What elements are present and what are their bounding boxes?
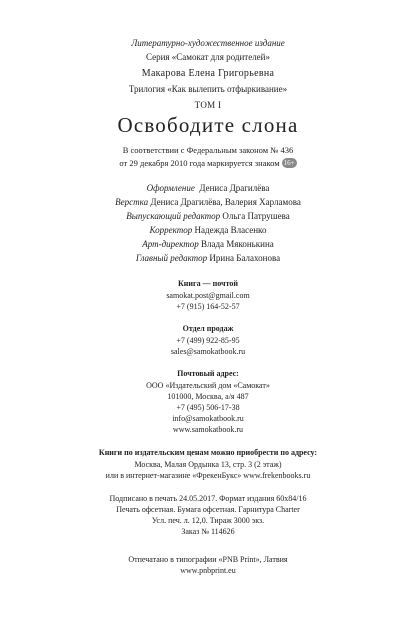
credit-line — [0, 253, 416, 263]
author-name: Макарова Елена Григорьевна — [141, 68, 275, 79]
credit-role: Главный редактор — [135, 253, 208, 263]
credit-name: Ирина Балахонова — [209, 253, 281, 263]
law-line-2-text: от 29 декабря 2010 года маркируется знаком — [119, 158, 280, 168]
credit-name: Дениса Драгилёва — [199, 183, 270, 193]
credit-role: Верстка — [115, 197, 149, 207]
credit-name: Ольга Патрушева — [222, 211, 290, 221]
postal-heading: Почтовый адрес: — [177, 369, 239, 378]
credit-line — [0, 211, 416, 221]
printer-line: Отпечатано в типографии «PNB Print», Латвия — [128, 555, 288, 564]
law-line-1: В соответствии с Федеральным законом № 436 — [122, 145, 294, 155]
sales-phone: +7 (499) 922-85-95 — [176, 336, 240, 345]
printer-website: www.pnbprint.eu — [180, 566, 236, 575]
age-rating-badge: 16+ — [283, 159, 295, 167]
postal-phone: +7 (495) 506-17-38 — [176, 403, 240, 412]
postal-address: 101000, Москва, а/я 487 — [167, 392, 249, 401]
credit-role: Выпускающий редактор — [126, 211, 221, 221]
mail-order-heading: Книга — почтой — [178, 279, 238, 288]
print-info-line-3: Усл. печ. л. 12,0. Тираж 3000 экз. — [151, 516, 265, 525]
credit-name: Дениса Драгилёва, Валерия Харламова — [150, 197, 301, 207]
mail-order-email: samokat.post@gmail.com — [166, 291, 250, 300]
volume-label: ТОМ I — [194, 100, 222, 110]
print-info-line-1: Подписано в печать 24.05.2017. Формат издания 60х84/16 — [109, 494, 307, 503]
print-info-line-2: Печать офсетная. Бумага офсетная. Гарнитура Charter — [116, 505, 300, 514]
credit-name: Влада Мяконькина — [200, 239, 274, 249]
credit-role: Оформление — [146, 183, 195, 193]
purchase-online: или в интернет-магазине «ФрекенБукс» www.frekenbooks.ru — [105, 471, 311, 480]
law-line-2 — [0, 158, 416, 168]
credit-line — [0, 225, 416, 235]
book-title: Освободите слона — [117, 113, 299, 137]
credit-role: Корректор — [149, 225, 193, 235]
series-name: Серия «Самокат для родителей» — [145, 52, 270, 62]
credit-line — [0, 239, 416, 249]
credit-role: Арт-директор — [142, 239, 199, 249]
credit-line — [0, 197, 416, 207]
postal-website: www.samokatbook.ru — [172, 425, 244, 434]
mail-order-phone: +7 (915) 164-52-57 — [176, 302, 240, 311]
sales-email: sales@samokatbook.ru — [170, 347, 246, 356]
postal-company: ООО «Издательский дом «Самокат» — [146, 381, 270, 390]
edition-type: Литературно-художественное издание — [131, 38, 285, 48]
purchase-heading: Книги по издательским ценам можно приобрести по адресу: — [98, 448, 318, 457]
trilogy-name: Трилогия «Как вылепить отфыркивание» — [128, 84, 288, 94]
credit-line — [0, 183, 416, 193]
purchase-address: Москва, Малая Ордынка 13, стр. 3 (2 этаж) — [134, 460, 282, 469]
postal-email: info@samokatbook.ru — [172, 414, 244, 423]
print-info-line-4: Заказ № 114626 — [181, 527, 235, 536]
credit-name: Надежда Власенко — [194, 225, 267, 235]
sales-heading: Отдел продаж — [182, 324, 234, 333]
